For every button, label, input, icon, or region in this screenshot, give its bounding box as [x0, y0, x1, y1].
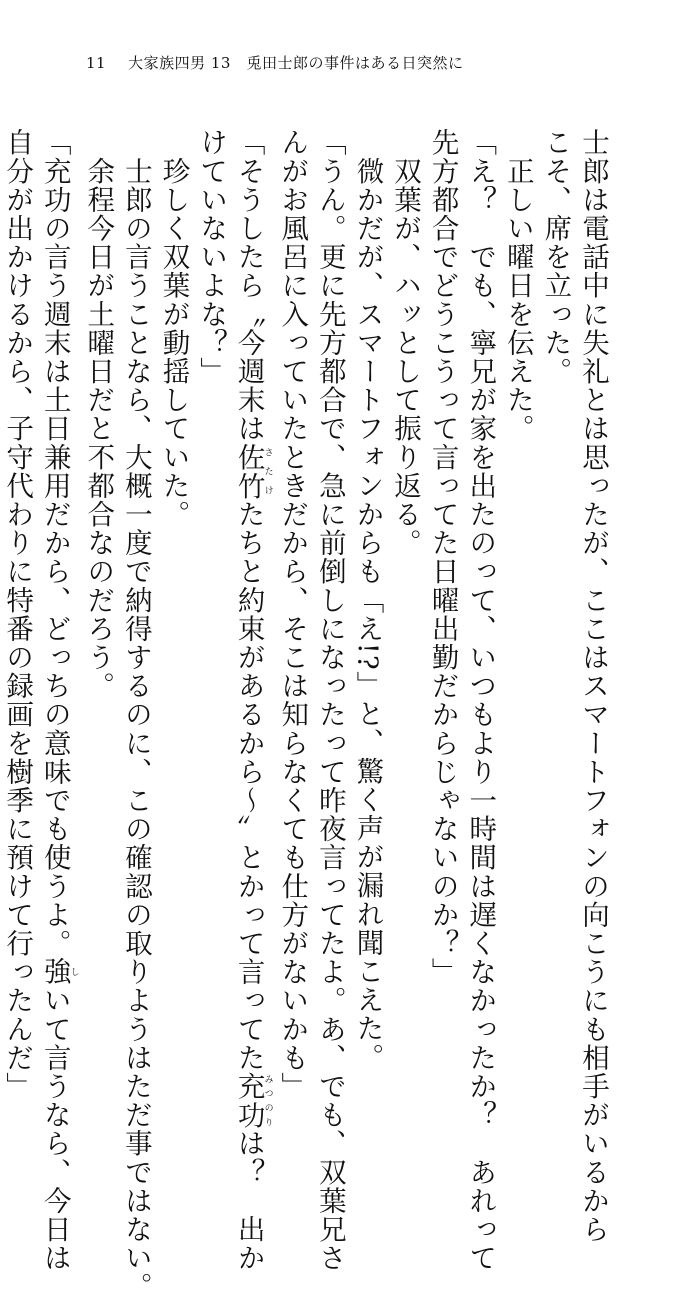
text-line: 士郎の言うことなら、大概一度で納得するのに、この確認の取りようはただ事ではない。 [119, 128, 152, 1301]
furigana-reading: さたけ [262, 442, 273, 500]
text-line: 先方都合でどうこうって言ってた日曜出勤だからじゃないのか？」 [426, 128, 459, 986]
text-line: 珍しく双葉が動揺していた。 [157, 128, 190, 529]
furigana-reading: みつのり [262, 1071, 273, 1129]
text-line: 自分が出かけるから、子守代わりに特番の録画を樹季に預けて行ったんだ」 [1, 128, 34, 1101]
text-line: けていないよな？」 [195, 128, 228, 386]
running-header [86, 52, 463, 73]
furigana-ruby: 佐竹さたけ [232, 442, 273, 500]
running-title: 大家族四男 13 兎田士郎の事件はある日突然に [128, 54, 464, 72]
novel-body-text [0, 128, 611, 1301]
text-line: 「うん。更に先方都合で、急に前倒しになったって昨夜言ってたよ。あ、でも、双葉兄さ [313, 128, 346, 1272]
text-line: 余程今日が土曜日だと不都合なのだろう。 [82, 128, 115, 700]
text-line: 士郎は電話中に失礼とは思ったが、ここはスマートフォンの向こうにも相手がいるから [577, 128, 609, 1244]
text-line: 「充功の言う週末は土日兼用だから、どっちの意味でも使うよ。強しいて言うなら、今日は [38, 128, 79, 1273]
text-line: 微かだが、スマートフォンからも「え!?」と、驚く声が漏れ聞こえた。 [351, 128, 384, 1072]
text-line: 双葉が、ハッとして振り返る。 [389, 128, 422, 557]
text-line: 正しい曜日を伝えた。 [501, 128, 534, 443]
text-line: んがお風呂に入っていたときだから、そこは知らなくても仕方がないかも」 [276, 128, 309, 1101]
page-number: 11 [86, 54, 107, 72]
text-line: こそ、席を立った。 [539, 128, 572, 386]
furigana-reading: し [68, 957, 79, 986]
text-line: 「そうしたら〝今週末は佐竹さたけたちと約束があるから〜〟とかって言ってた充功みつのりは？ 出か [232, 128, 273, 1273]
furigana-ruby: 強し [38, 957, 79, 987]
furigana-ruby: 充功みつのり [232, 1071, 273, 1130]
text-line: 「え？ でも、寧兄が家を出たのって、いつもより一時間は遅くなかったか？ あれって [464, 128, 497, 1272]
